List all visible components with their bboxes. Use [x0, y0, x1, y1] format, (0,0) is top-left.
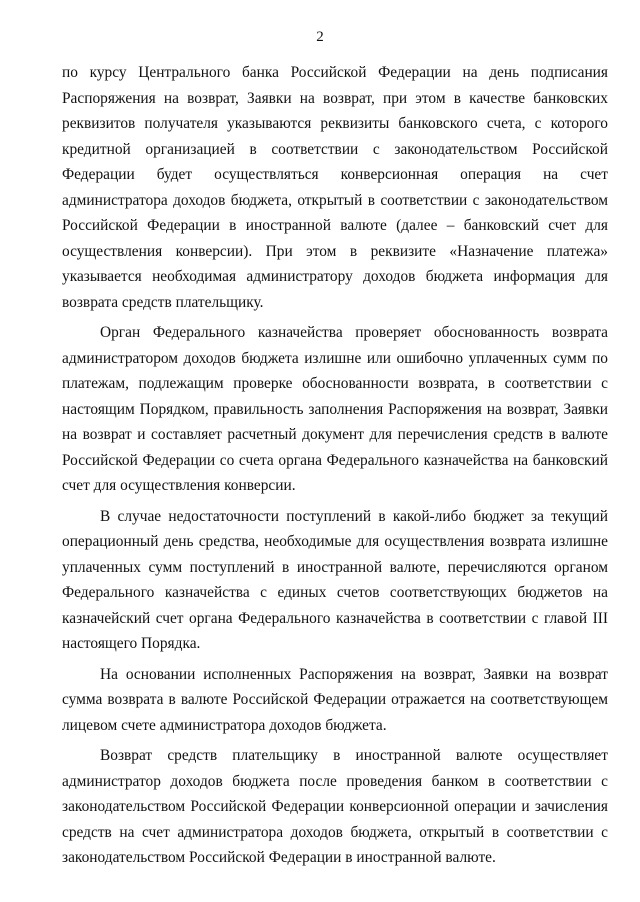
document-body — [62, 60, 608, 871]
page-number: 2 — [316, 29, 324, 45]
paragraph-continuation: по курсу Центрального банка Российской Федерации на день подписания Распоряжения на возврат, Заявки на возврат, при этом в качестве банковских реквизитов получателя указываются реквизиты банковского счета, с которого кредитной организацией в соответствии с законодательством Российской Федерации будет осуществляться конверсионная операция на счет администратора доходов бюджета, открытый в соответствии с законодательством Российской Федерации в иностранной валюте (далее – банковский счет для осуществления конверсии). При этом в реквизите «Назначение платежа» указывается необходимая администратору доходов бюджета информация для возврата средств плательщику. — [62, 64, 608, 311]
paragraph-insufficient-receipts: В случае недостаточности поступлений в какой-либо бюджет за текущий операционный день средства, необходимые для осуществления возврата излишне уплаченных сумм поступлений в иностранной валюте, перечисляются органом Федерального казначейства с единых счетов соответствующих бюджетов на казначейский счет органа Федерального казначейства в соответствии с главой III настоящего Порядка. — [62, 507, 608, 652]
paragraph-executed-orders: На основании исполненных Распоряжения на возврат, Заявки на возврат сумма возврата в валюте Российской Федерации отражается на соответствующем лицевом счете администратора доходов бюджета. — [62, 665, 608, 734]
paragraph-refund-foreign-currency: Возврат средств плательщику в иностранной валюте осуществляет администратор доходов бюджета после проведения банком в соответствии с законодательством Российской Федерации конверсионной операции и зачисления средств на счет администратора доходов бюджета, открытый в соответствии с законодательством Российской Федерации в иностранной валюте. — [62, 747, 608, 866]
paragraph-treasury-verification: Орган Федерального казначейства проверяет обоснованность возврата администратором доходов бюджета излишне или ошибочно уплаченных сумм по платежам, подлежащим проверке обоснованности возврата, в соответствии с настоящим Порядком, правильность заполнения Распоряжения на возврат, Заявки на возврат и составляет расчетный документ для перечисления средств в валюте Российской Федерации со счета органа Федерального казначейства на банковский счет для осуществления конверсии. — [62, 324, 608, 494]
